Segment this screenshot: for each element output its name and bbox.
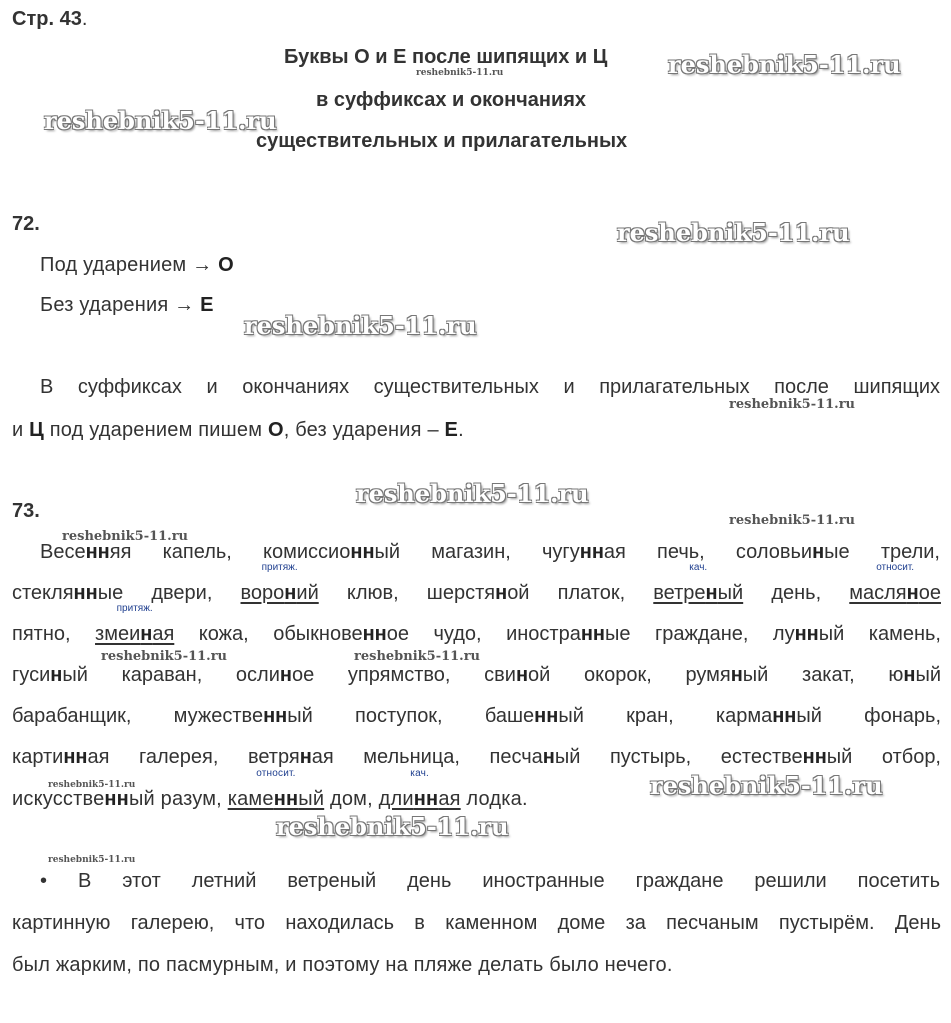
watermark: reshebnik5-11.ru [244, 311, 477, 340]
rule-line-1: В суффиксах и окончаниях существительных и прилагательных после шипящих [40, 376, 940, 398]
word-dlinnaya: длинная кач. [378, 768, 461, 810]
stress-letter: О [218, 254, 234, 276]
page-label: Стр. 43. [12, 8, 88, 30]
watermark: reshebnik5-11.ru [354, 649, 481, 664]
watermark: reshebnik5-11.ru [416, 68, 504, 78]
word-zmeinaya: змеиная притяж. [95, 603, 175, 645]
word-vetreny: ветреный кач. [653, 562, 744, 604]
stress-label: Под ударением → [40, 254, 213, 276]
exercise-73-number: 73. [12, 500, 40, 522]
watermark: reshebnik5-11.ru [48, 780, 136, 790]
word-maslyanoe: масляное относит. [849, 562, 941, 604]
watermark: reshebnik5-11.ru [62, 529, 189, 544]
page-label-text: Стр. 43 [12, 8, 82, 30]
title-line-3: существительных и прилагательных [256, 130, 628, 152]
nostress-letter: Е [200, 294, 214, 316]
exercise-72-number: 72. [12, 213, 40, 235]
watermark: reshebnik5-11.ru [729, 397, 856, 412]
ex73-line: Весенняя капель, комиссионный магазин, чугунная печь, соловьиные трели, [40, 541, 940, 563]
ex73-line: картинная галерея, ветряная мельница, песчаный пустырь, естественный отбор, [12, 746, 941, 768]
rule-line-2: и Ц под ударением пишем О, без ударения – Е. [12, 419, 464, 441]
nostress-rule [40, 294, 214, 317]
watermark: reshebnik5-11.ru [356, 479, 589, 508]
watermark: reshebnik5-11.ru [276, 812, 509, 841]
ex73-line: искусственный разум, каменный относит. дом, длинная кач. лодка. [12, 768, 528, 810]
word-kamenny: каменный относит. [227, 768, 325, 810]
paragraph-line-2: картинную галерею, что находилась в каменном доме за песчаным пустырём. День [12, 912, 941, 934]
watermark: reshebnik5-11.ru [44, 106, 277, 135]
watermark: reshebnik5-11.ru [650, 771, 883, 800]
title-line-1: Буквы О и Е после шипящих и Ц [284, 46, 608, 68]
ex73-line: гусиный караван, ослиное упрямство, свиной окорок, румяный закат, юный [12, 664, 941, 686]
ex73-line: барабанщик, мужественный поступок, башенный кран, карманный фонарь, [12, 705, 942, 727]
ex73-line: пятно, змеиная притяж. кожа, обыкновенное чудо, иностранные граждане, лунный камень, [12, 603, 941, 645]
watermark: reshebnik5-11.ru [729, 513, 856, 528]
watermark: reshebnik5-11.ru [101, 649, 228, 664]
ex73-line: стеклянные двери, вороний притяж. клюв, шерстяной платок, ветреный кач. день, масляное относит. [12, 562, 941, 604]
watermark: reshebnik5-11.ru [668, 50, 901, 79]
paragraph-line-1: • В этот летний ветреный день иностранные граждане решили посетить [40, 870, 940, 892]
paragraph-line-3: был жарким, по пасмурным, и поэтому на пляже делать было нечего. [12, 954, 673, 976]
nostress-label: Без ударения → [40, 294, 195, 316]
watermark: reshebnik5-11.ru [617, 218, 850, 247]
word-voroniy: вороний притяж. [240, 562, 319, 604]
stress-rule [40, 254, 234, 277]
watermark: reshebnik5-11.ru [48, 855, 136, 865]
title-line-2: в суффиксах и окончаниях [316, 89, 587, 111]
